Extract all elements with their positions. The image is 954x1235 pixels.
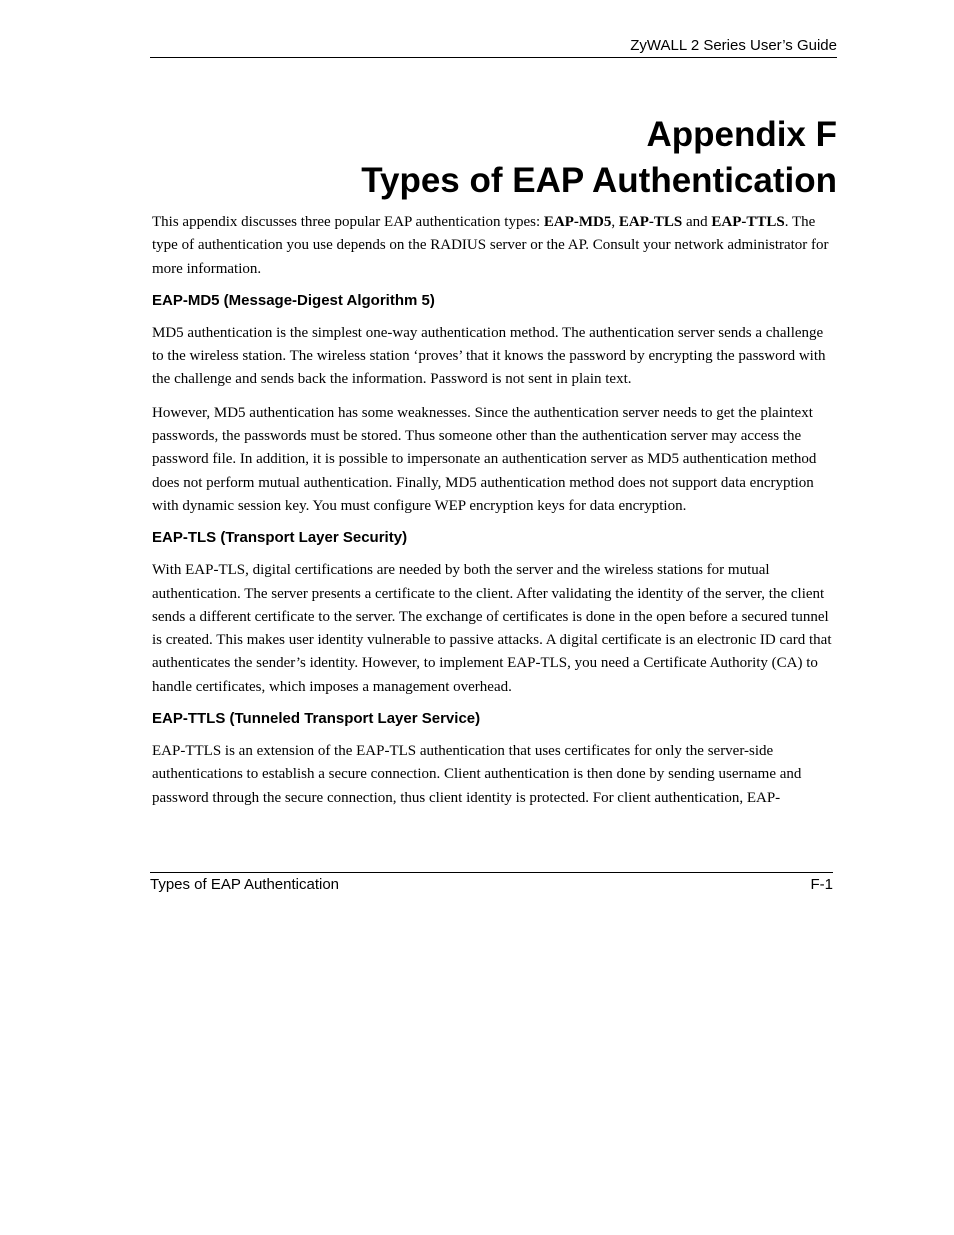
md5-paragraph-2: However, MD5 authentication has some weaknesses. Since the authentication server needs to get the plaintext passwords, the passwords must be stored. Thus someone other than the authentication server may access the password file. In addition, it is possible to impersonate an authentication server as MD5 authentication method does not perform mutual authentication. Finally, MD5 authentication method does not support data encryption with dynamic session key. You must configure WEP encryption keys for data encryption.: [152, 404, 817, 514]
chapter-title: [150, 112, 837, 204]
intro-paragraph: [152, 211, 837, 281]
body-content: [152, 211, 837, 820]
intro-term-tls: EAP-TLS: [618, 214, 683, 230]
section-heading-tls: EAP-TLS (Transport Layer Security): [152, 529, 408, 547]
ttls-paragraph-1: EAP-TTLS is an extension of the EAP-TLS authentication that uses certificates for only the server-side authentications to establish a secure connection. Client authentication is then done by sending username and password through the secure connection, thus client identity is protected. For client authentication, EAP-: [152, 743, 802, 806]
footer-section-name: Types of EAP Authentication: [150, 876, 340, 893]
section-heading-ttls: EAP-TTLS (Tunneled Transport Layer Service): [152, 710, 481, 728]
running-footer: [150, 872, 833, 895]
appendix-title: Types of EAP Authentication: [361, 161, 837, 200]
running-header: [150, 36, 837, 58]
intro-conjunction: and: [682, 214, 712, 230]
appendix-label: Appendix F: [646, 115, 837, 154]
intro-text-end: . The type of authentication you use depends on the RADIUS server or the AP. Consult your network administrator for more information.: [152, 214, 829, 277]
intro-term-md5: EAP-MD5: [543, 214, 612, 230]
intro-separator: ,: [611, 214, 619, 230]
guide-title: ZyWALL 2 Series User’s Guide: [630, 37, 837, 54]
intro-term-ttls: EAP-TTLS: [711, 214, 785, 230]
section-heading-md5: EAP-MD5 (Message-Digest Algorithm 5): [152, 291, 435, 309]
intro-text: This appendix discusses three popular EAP authentication types:: [152, 214, 544, 230]
footer-page-number: F-1: [810, 876, 833, 893]
md5-paragraph-1: MD5 authentication is the simplest one-way authentication method. The authentication server sends a challenge to the wireless station. The wireless station ‘proves’ that it knows the password by encrypting the password with the challenge and sends back the information. Password is not sent in plain text.: [152, 324, 826, 388]
tls-paragraph-1: With EAP-TLS, digital certifications are needed by both the server and the wireless stations for mutual authentication. The server presents a certificate to the client. After validating the identity of the server, the client sends a different certificate to the server. The exchange of certificates is done in the open before a secured tunnel is created. This makes user identity vulnerable to passive attacks. A digital certificate is an electronic ID card that authenticates the sender’s identity. However, to implement EAP-TLS, you need a Certificate Authority (CA) to handle certificates, which imposes a management overhead.: [152, 562, 832, 695]
